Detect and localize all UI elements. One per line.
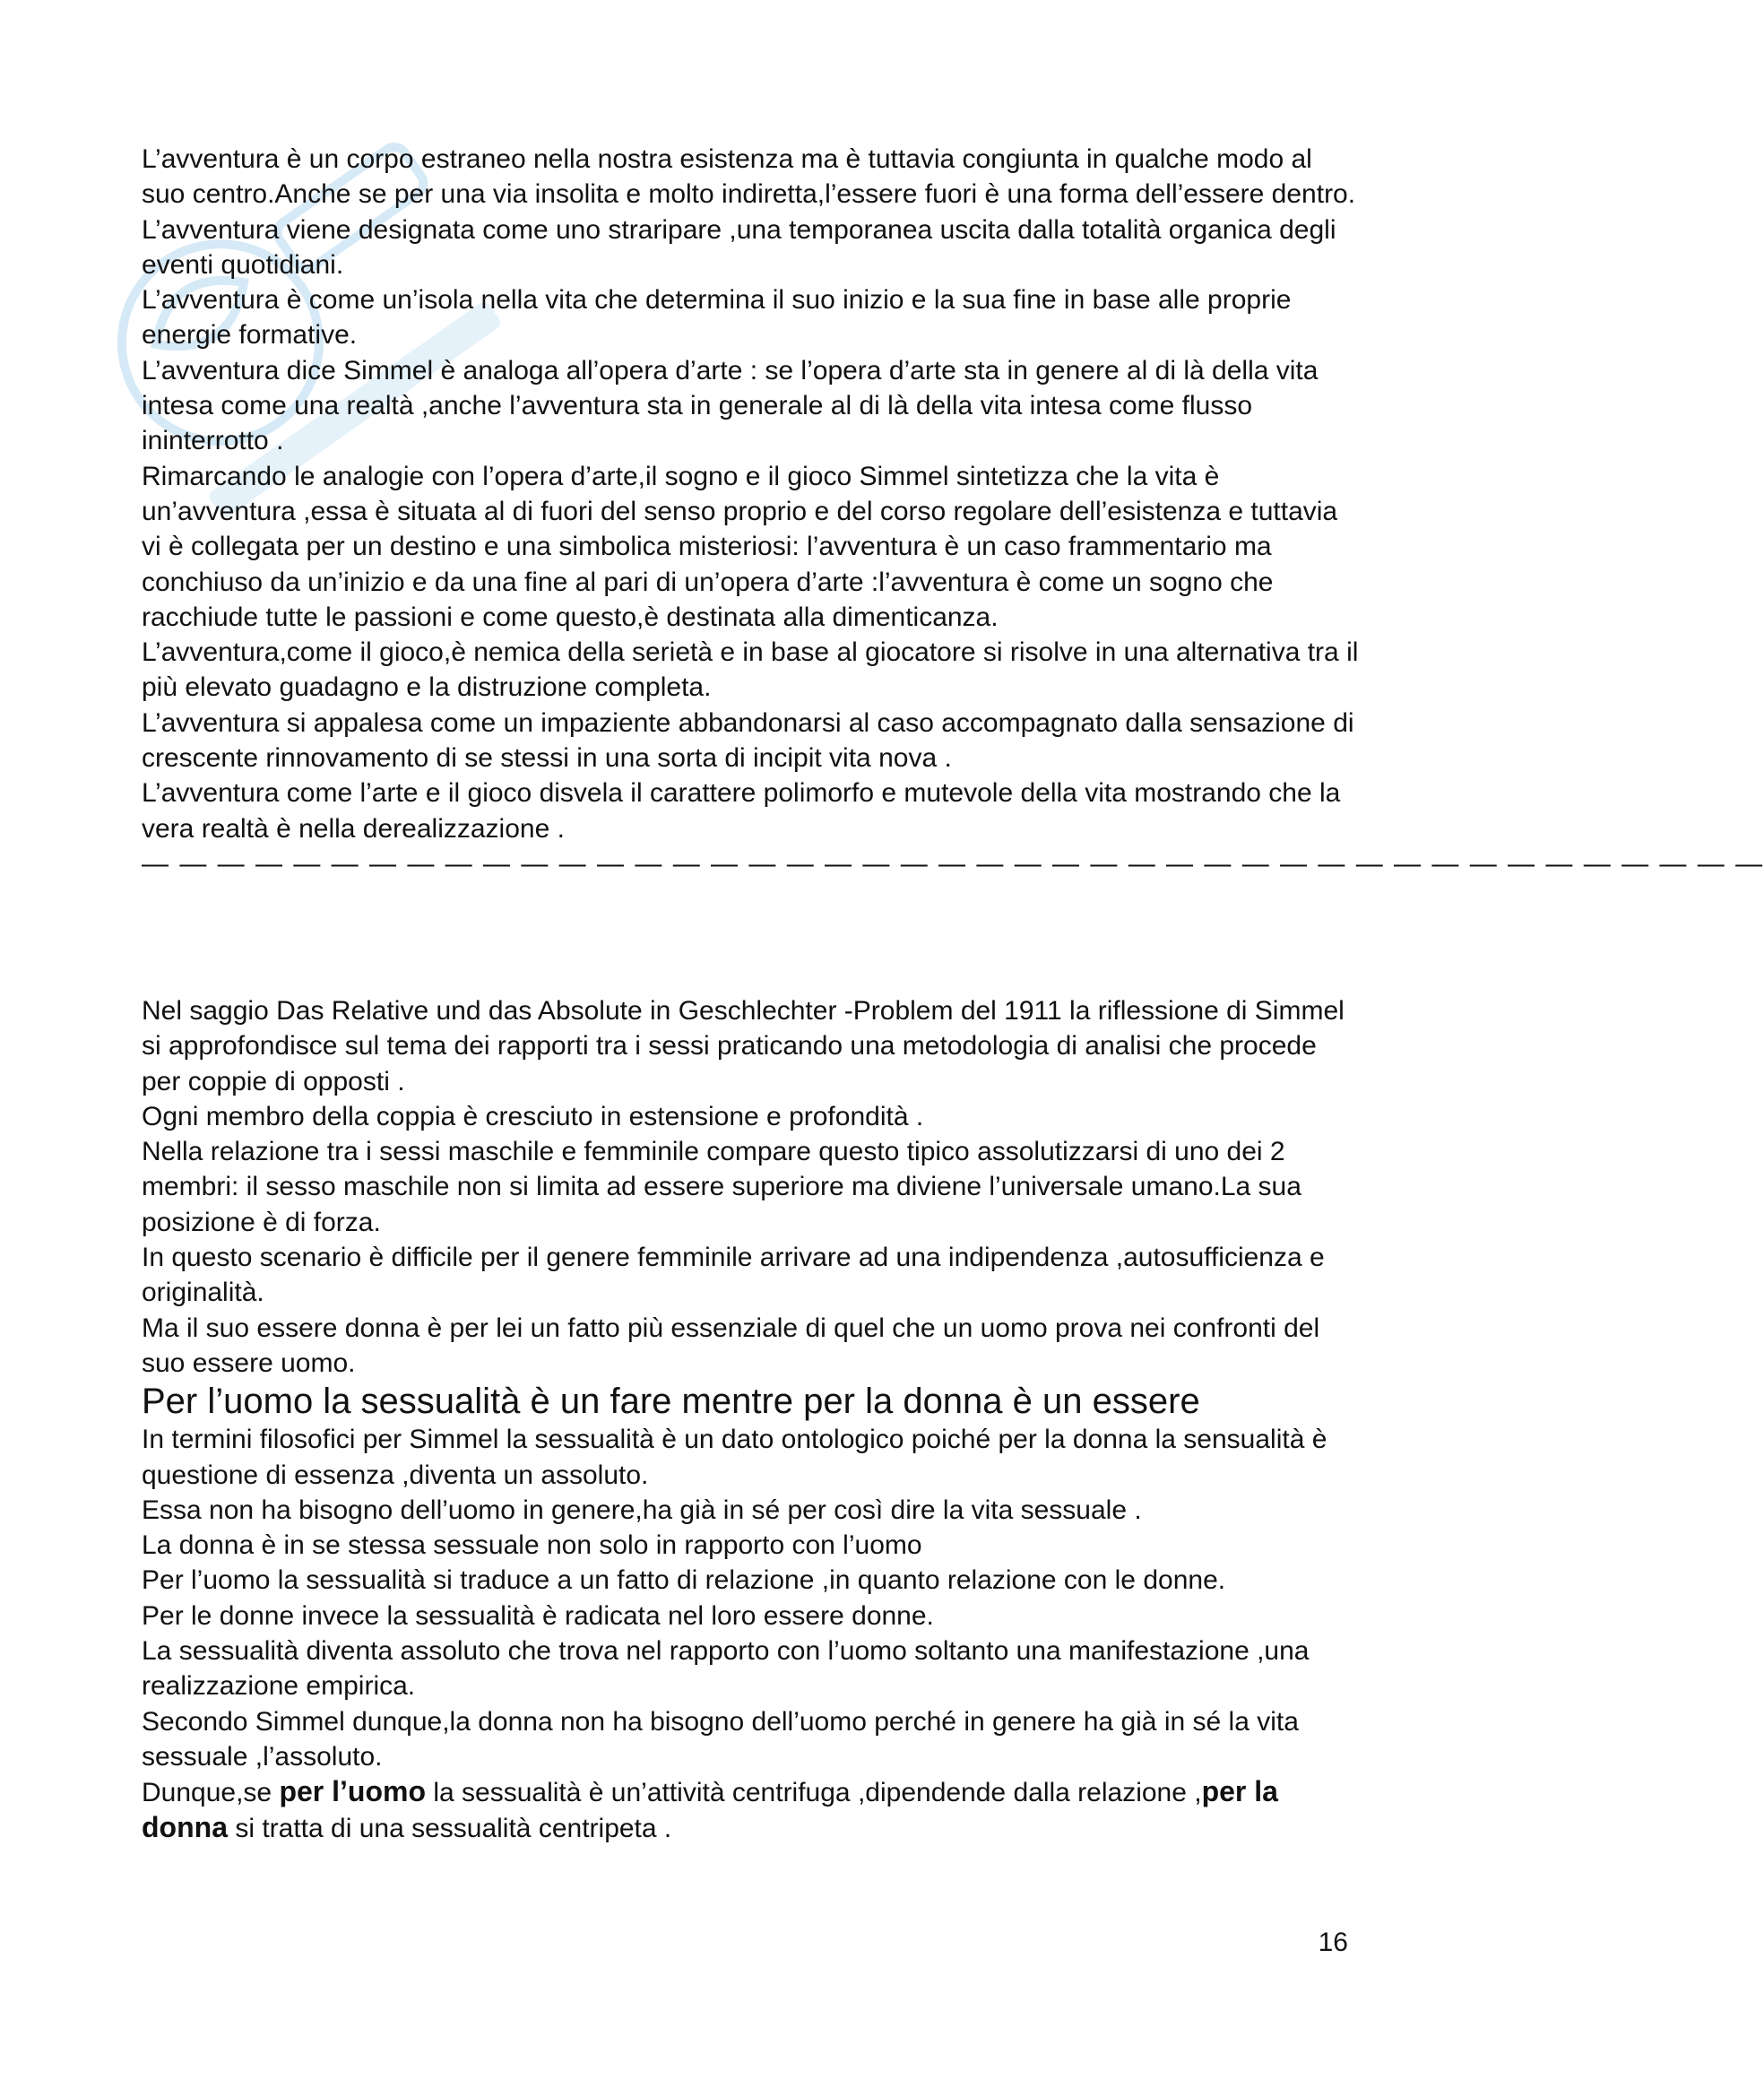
paragraph: In termini filosofici per Simmel la sessualità è un dato ontologico poiché per la donna la sensualità è questione di essenza ,diventa un assoluto. [142, 1425, 1327, 1490]
paragraph: Secondo Simmel dunque,la donna non ha bisogno dell’uomo perché in genere ha già in sé la vita sessuale ,l’assoluto. [142, 1706, 1299, 1772]
paragraph: Nel saggio Das Relative und das Absolute in Geschlechter -Problem del 1911 la riflessione di Simmel si approfondisce sul tema dei rapporti tra i sessi praticando una metodologia di analisi che procede per coppie di opposti . [142, 995, 1345, 1096]
paragraph: L’avventura si appalesa come un impaziente abbandonarsi al caso accompagnato dalla sensazione di crescente rinnovamento di se stessi in una sorta di incipit vita nova . [142, 707, 1354, 774]
paragraph: L’avventura dice Simmel è analoga all’opera d’arte : se l’opera d’arte sta in genere al di là della vita intesa come una realtà ,anche l’avventura sta in generale al di là della vita intesa come flusso ininterrotto . [142, 355, 1319, 456]
paragraph: La sessualità diventa assoluto che trova nel rapporto con l’uomo soltanto una manifestazione ,una realizzazione empirica. [142, 1635, 1310, 1702]
document-body [142, 142, 1764, 1847]
bold-phrase-woman: per la donna [142, 1775, 1278, 1844]
paragraph: Per l’uomo la sessualità si traduce a un fatto di relazione ,in quanto relazione con le donne. [142, 1565, 1226, 1596]
paragraph: Per le donne invece la sessualità è radicata nel loro essere donne. [142, 1600, 934, 1631]
bold-phrase-man: per l’uomo [279, 1775, 427, 1808]
paragraph: Essa non ha bisogno dell’uomo in genere,ha già in sé per così dire la vita sessuale . [142, 1495, 1142, 1525]
final-paragraph [142, 1774, 1361, 1847]
paragraph: L’avventura è un corpo estraneo nella nostra esistenza ma è tuttavia congiunta in qualche modo al suo centro.Anche se per una via insolita e molto indiretta,l’essere fuori è una forma dell’essere dentro. [142, 144, 1356, 210]
paragraph: L’avventura come l’arte e il gioco disvela il carattere polimorfo e mutevole della vita mostrando che la vera realtà è nella derealizzazione . [142, 778, 1341, 844]
spacer [142, 882, 1361, 993]
paragraph: La donna è in se stessa sessuale non solo in rapporto con l’uomo [142, 1530, 922, 1561]
final-text-2: la sessualità è un’attività centrifuga ,dipendende dalla relazione , [426, 1778, 1202, 1808]
paragraph: L’avventura è come un’isola nella vita che determina il suo inizio e la sua fine in base alle proprie energie formative. [142, 285, 1292, 351]
section-adventure [142, 142, 1361, 846]
paragraph: Nella relazione tra i sessi maschile e femminile compare questo tipico assolutizzarsi di uno dei 2 membri: il sesso maschile non si limita ad essere superiore ma diviene l’universale umano.La sua posizione è di forza. [142, 1137, 1301, 1237]
paragraph: Rimarcando le analogie con l’opera d’arte,il sogno e il gioco Simmel sintetizza che la vita è un’avventura ,essa è situata al di fuori del senso proprio e del corso regolare dell’esistenza e tuttavia vi è collegata per un destino e una simbolica misteriosi: l’avventura è un caso frammentario ma conchiuso da un’inizio e da una fine al pari di un’opera d’arte :l’avventura è come un sogno che racchiude tutte le passioni e come questo,è destinata alla dimenticanza. [142, 461, 1338, 632]
paragraph: Ogni membro della coppia è cresciuto in estensione e profondità . [142, 1101, 924, 1131]
paragraph: L’avventura,come il gioco,è nemica della serietà e in base al giocatore si risolve in una alternativa tra il più elevato guadagno e la distruzione completa. [142, 637, 1359, 703]
section-divider: — — — — — — — — — — — — — — — — — — — — — — — — — — — — — — — — — — — — — — — — — — — [142, 848, 1764, 879]
final-text-3: si tratta di una sessualità centripeta . [227, 1814, 672, 1844]
paragraph: Ma il suo essere donna è per lei un fatto più essenziale di quel che un uomo prova nei confronti del suo essere uomo. [142, 1313, 1320, 1378]
headline: Per l’uomo la sessualità è un fare mentre per la donna è un essere [142, 1382, 1200, 1422]
section-gender [142, 993, 1361, 1847]
paragraph: In questo scenario è difficile per il genere femminile arrivare ad una indipendenza ,autosufficienza e originalità. [142, 1243, 1325, 1308]
paragraph: L’avventura viene designata come uno straripare ,una temporanea uscita dalla totalità organica degli eventi quotidiani. [142, 214, 1336, 280]
final-text-1: Dunque,se [142, 1778, 280, 1808]
page-number: 16 [1318, 1928, 1348, 1957]
